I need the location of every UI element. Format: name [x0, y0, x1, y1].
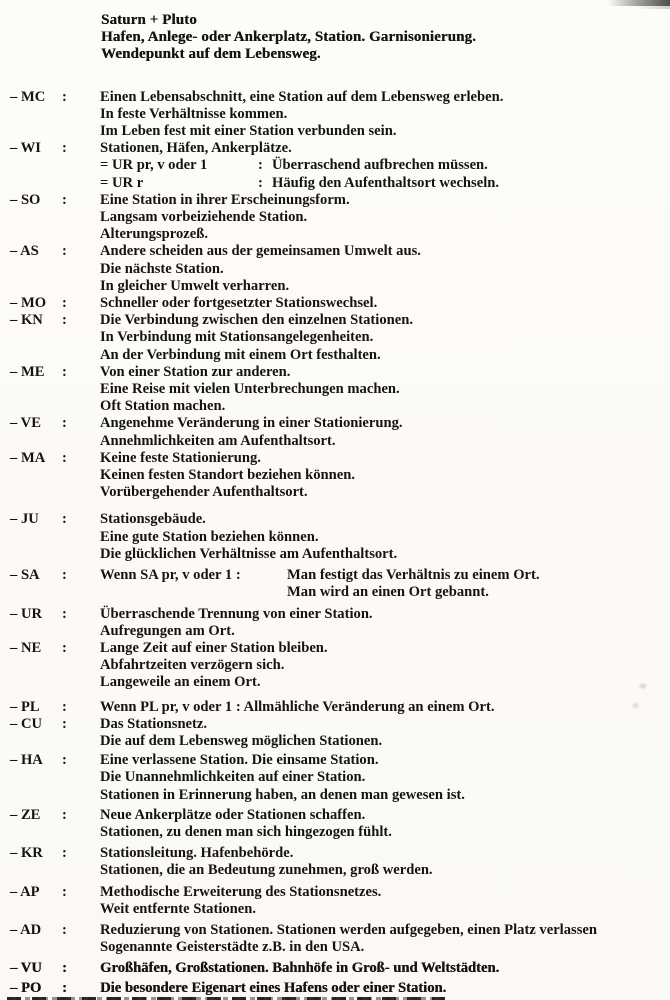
- entry-lines: [100, 960, 670, 977]
- entry-line: Weit entfernte Stationen.: [100, 900, 257, 917]
- entry-label: – KR: [10, 845, 43, 862]
- entry-label: – KN: [10, 312, 43, 329]
- entry-colon: :: [62, 921, 67, 938]
- entry-line: Eine verlassene Station. Die einsame Station.: [100, 752, 379, 769]
- entry-colon: :: [62, 605, 67, 622]
- entry-lines: [100, 364, 670, 416]
- entry-lines: [100, 699, 670, 716]
- condition-code: Wenn SA pr, v oder 1 :: [100, 567, 241, 584]
- doc-subtitle-keywords-2: Wendepunkt auf dem Lebensweg.: [101, 46, 321, 63]
- entry-as: [0, 243, 670, 295]
- condition-code: = UR pr, v oder 1: [100, 157, 208, 174]
- entry-po: [0, 980, 670, 997]
- entry-lines: [100, 312, 670, 364]
- entry-line: [100, 567, 666, 584]
- entry-label: – MO: [10, 295, 47, 312]
- entry-pl: [0, 699, 670, 716]
- entry-colon: :: [62, 845, 67, 862]
- entry-label: – AD: [10, 921, 42, 938]
- entry-wi: [0, 140, 670, 192]
- condition-text: Überraschend aufbrechen müssen.: [272, 157, 488, 174]
- entry-kn: [0, 312, 670, 364]
- entry-list: [0, 89, 670, 997]
- entry-line: Stationen, Häfen, Ankerplätze.: [100, 140, 292, 157]
- entry-colon: :: [62, 88, 67, 105]
- entry-line: Aufregungen am Ort.: [100, 622, 235, 639]
- entry-lines: [100, 640, 670, 692]
- entry-label: – WI: [10, 140, 41, 157]
- entry-so: [0, 192, 670, 244]
- entry-lines: [100, 567, 670, 601]
- entry-cu: [0, 716, 670, 750]
- entry-colon: :: [62, 295, 67, 312]
- entry-lines: [100, 450, 670, 502]
- entry-colon: :: [62, 363, 67, 380]
- entry-line: Lange Zeit auf einer Station bleiben.: [100, 639, 328, 656]
- scan-smudge-top-right: [608, 0, 670, 6]
- condition-colon: :: [258, 174, 263, 191]
- entry-lines: [100, 807, 670, 841]
- entry-colon: :: [62, 715, 67, 732]
- entry-lines: [100, 980, 670, 997]
- entry-line: Man wird an einen Ort gebannt.: [287, 584, 489, 601]
- entry-line: Angenehme Veränderung in einer Stationierung.: [100, 415, 403, 432]
- entry-lines: [100, 922, 670, 956]
- entry-label: – PO: [10, 979, 42, 996]
- entry-line: Stationen in Erinnerung haben, an denen man gewesen ist.: [100, 786, 465, 803]
- entry-colon: :: [62, 806, 67, 823]
- entry-colon: :: [62, 140, 67, 157]
- entry-line: Keinen festen Standort beziehen können.: [100, 467, 355, 484]
- entry-line: Alterungsprozeß.: [100, 226, 208, 243]
- entry-label: – VU: [10, 960, 42, 977]
- entry-label: – MA: [10, 449, 46, 466]
- entry-line: Eine gute Station beziehen können.: [100, 528, 319, 545]
- entry-line: Überraschende Trennung von einer Station.: [100, 605, 373, 622]
- entry-lines: [100, 606, 670, 640]
- entry-lines: [100, 415, 670, 449]
- entry-line: Eine Reise mit vielen Unterbrechungen machen.: [100, 381, 400, 398]
- entry-line: Eine Station in ihrer Erscheinungsform.: [100, 191, 350, 208]
- entry-line: Die auf dem Lebensweg möglichen Stationen.: [100, 732, 383, 749]
- entry-colon: :: [62, 449, 67, 466]
- entry-label: – SA: [10, 567, 40, 584]
- entry-label: – SO: [10, 191, 41, 208]
- entry-ma: [0, 450, 670, 502]
- entry-line: In gleicher Umwelt verharren.: [100, 277, 290, 294]
- entry-line: Stationen, die an Bedeutung zunehmen, groß werden.: [100, 862, 433, 879]
- entry-colon: :: [62, 752, 67, 769]
- entry-line: An der Verbindung mit einem Ort festhalten.: [100, 346, 381, 363]
- scan-smudge-dot: [631, 701, 640, 710]
- entry-line: Schneller oder fortgesetzter Stationswechsel.: [100, 295, 378, 312]
- entry-mc: [0, 89, 670, 141]
- condition-text: Häufig den Aufenthaltsort wechseln.: [272, 174, 500, 191]
- entry-label: – NE: [10, 639, 42, 656]
- entry-line: Einen Lebensabschnitt, eine Station auf dem Lebensweg erleben.: [100, 88, 504, 105]
- entry-line: Die Unannehmlichkeiten auf einer Station.: [100, 769, 366, 786]
- entry-ha: [0, 752, 670, 804]
- entry-colon: :: [62, 698, 67, 715]
- entry-line: Abfahrtzeiten verzögern sich.: [100, 657, 285, 674]
- entry-line: Im Leben fest mit einer Station verbunden sein.: [100, 123, 397, 140]
- entry-colon: :: [62, 639, 67, 656]
- entry-line: Sogenannte Geisterstädte z.B. in den USA.: [100, 939, 365, 956]
- entry-label: – MC: [10, 88, 46, 105]
- entry-ad: [0, 922, 670, 956]
- entry-line: Andere scheiden aus der gemeinsamen Umwelt aus.: [100, 243, 421, 260]
- entry-line: Langeweile an einem Ort.: [100, 674, 261, 691]
- entry-label: – VE: [10, 415, 41, 432]
- entry-mo: [0, 295, 670, 312]
- entry-line: Die glücklichen Verhältnisse am Aufenthaltsort.: [100, 545, 398, 562]
- entry-line: Die Verbindung zwischen den einzelnen Stationen.: [100, 312, 413, 329]
- entry-vu: [0, 960, 670, 977]
- entry-line: Stationen, zu denen man sich hingezogen fühlt.: [100, 823, 392, 840]
- condition-colon: :: [258, 157, 263, 174]
- entry-label: – PL: [10, 698, 40, 715]
- entry-kr: [0, 845, 670, 879]
- entry-lines: [100, 243, 670, 295]
- entry-label: – CU: [10, 715, 43, 732]
- entry-line: Großhäfen, Großstationen. Bahnhöfe in Groß- und Weltstädten.: [100, 960, 500, 977]
- entry-line: Wenn PL pr, v oder 1 : Allmähliche Veränderung an einem Ort.: [100, 698, 495, 715]
- entry-label: – AS: [10, 243, 39, 260]
- entry-label: – HA: [10, 752, 43, 769]
- entry-line: Die besondere Eigenart eines Hafens oder einer Station.: [100, 979, 447, 996]
- entry-lines: [100, 884, 670, 918]
- entry-sa: [0, 567, 670, 601]
- entry-colon: :: [62, 415, 67, 432]
- entry-colon: :: [62, 979, 67, 996]
- entry-label: – AP: [10, 883, 40, 900]
- entry-line: Reduzierung von Stationen. Stationen werden aufgegeben, einen Platz verlassen: [100, 921, 597, 938]
- doc-subtitle-keywords: Hafen, Anlege- oder Ankerplatz, Station. Garnisonierung.: [101, 29, 476, 46]
- entry-line: Oft Station machen.: [100, 398, 226, 415]
- entry-lines: [100, 295, 670, 312]
- entry-line: In Verbindung mit Stationsangelegenheiten.: [100, 329, 374, 346]
- entry-line: Keine feste Stationierung.: [100, 449, 261, 466]
- page-header: [101, 0, 670, 64]
- entry-line: Stationsleitung. Hafenbehörde.: [100, 845, 294, 862]
- entry-line: Methodische Erweiterung des Stationsnetzes.: [100, 883, 382, 900]
- entry-line: Von einer Station zur anderen.: [100, 363, 291, 380]
- entry-line: [100, 175, 666, 192]
- entry-lines: [100, 845, 670, 879]
- entry-lines: [100, 192, 670, 244]
- entry-line: Neue Ankerplätze oder Stationen schaffen.: [100, 806, 366, 823]
- entry-colon: :: [62, 883, 67, 900]
- entry-label: – ME: [10, 363, 45, 380]
- entry-ur: [0, 606, 670, 640]
- entry-line: [100, 157, 666, 174]
- scan-smudge-dot: [638, 682, 648, 690]
- entry-label: – ZE: [10, 806, 41, 823]
- entry-lines: [100, 140, 670, 192]
- entry-ap: [0, 884, 670, 918]
- doc-title: Saturn + Pluto: [101, 12, 197, 28]
- entry-ju: [0, 511, 670, 563]
- entry-line: Langsam vorbeiziehende Station.: [100, 209, 308, 226]
- entry-lines: [100, 716, 670, 750]
- entry-line: In feste Verhältnisse kommen.: [100, 105, 288, 122]
- entry-colon: :: [62, 243, 67, 260]
- entry-lines: [100, 89, 670, 141]
- entry-ve: [0, 415, 670, 449]
- condition-code: = UR r: [100, 174, 144, 191]
- entry-line: Annehmlichkeiten am Aufenthaltsort.: [100, 432, 336, 449]
- entry-label: – UR: [10, 605, 43, 622]
- entry-ne: [0, 640, 670, 692]
- condition-text: Man festigt das Verhältnis zu einem Ort.: [287, 567, 540, 584]
- entry-me: [0, 364, 670, 416]
- entry-lines: [100, 511, 670, 563]
- entry-line: Die nächste Station.: [100, 260, 224, 277]
- entry-lines: [100, 752, 670, 804]
- entry-colon: :: [62, 567, 67, 584]
- entry-ze: [0, 807, 670, 841]
- entry-colon: :: [62, 191, 67, 208]
- entry-label: – JU: [10, 511, 39, 528]
- entry-colon: :: [62, 511, 67, 528]
- entry-line: Das Stationsnetz.: [100, 715, 208, 732]
- entry-line: Vorübergehender Aufenthaltsort.: [100, 484, 308, 501]
- entry-line: Stationsgebäude.: [100, 511, 206, 528]
- entry-colon: :: [62, 312, 67, 329]
- entry-colon: :: [62, 960, 67, 977]
